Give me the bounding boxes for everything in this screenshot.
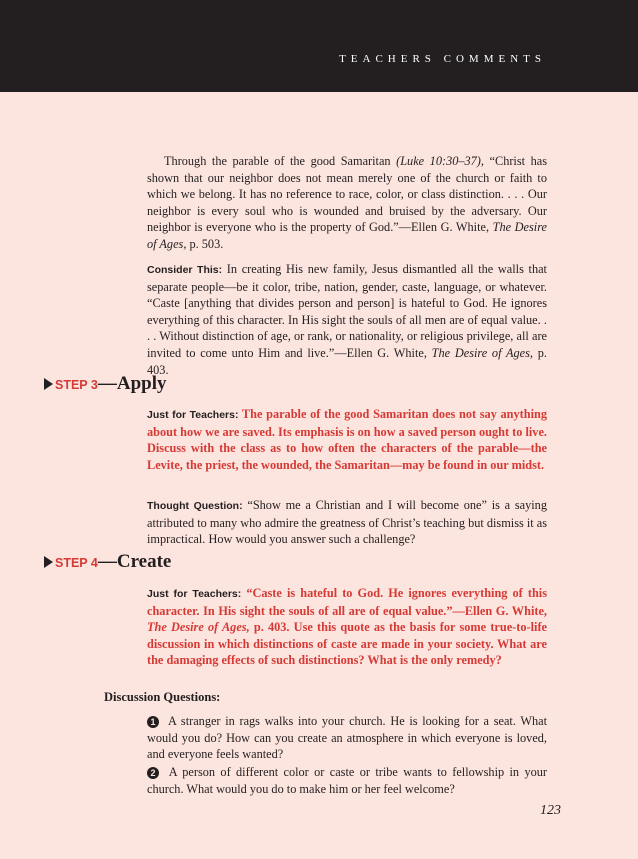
book-title: The Desire of Ages, [431, 345, 534, 360]
text: In creating His new family, Jesus dismantled all the walls that separate people—be it color, tribe, nation, gender, caste, language, or whatever. “Caste [anything that divides person and person] is hateful to God. He ignores everything of this character. In His sight the souls of all men are of equal value. . . . Without distinction of age, or rank, or nationality, or religious privilege, all are invited to come unto Him and live.”—Ellen G. White, [147, 262, 547, 360]
step-title: —Apply [97, 373, 167, 394]
discussion-question-2 [147, 764, 547, 797]
paragraph-consider-this [147, 261, 547, 378]
discussion-question-1 [147, 713, 547, 763]
paragraph-thought-question [147, 497, 547, 548]
discussion-heading: Discussion Questions: [104, 690, 221, 704]
paragraph-teachers-create [147, 585, 547, 669]
text: The parable of the good Samaritan does not say anything about how we are saved. Its emphasis is on how a saved person ought to live. Discuss with the class as to how often the characters of the parable—the Levite, the priest, the wounded, the Samaritan—may be found in our midst. [147, 407, 547, 472]
number-1-icon: 1 [147, 716, 159, 728]
step-title: —Create [97, 551, 172, 572]
lead-just-for-teachers: Just for Teachers: [147, 409, 239, 421]
paragraph-samaritan [147, 153, 547, 253]
running-head: TEACHERS COMMENTS [339, 53, 546, 65]
book-title: The Desire of Ages, [147, 620, 250, 635]
text: p. 403. Use this quote as the basis for some true-to-life discussion in which distinctions of caste are made in your society. What are the damaging effects of such distinctions? What is the only remedy? [147, 620, 547, 668]
text: Through the parable of the good Samaritan [164, 154, 397, 168]
text: A person of different color or caste or tribe wants to fellowship in your church. What would you do to make him or her feel welcome? [147, 765, 547, 796]
lead-thought-question: Thought Question: [147, 500, 243, 512]
step-label: STEP 3 [55, 378, 98, 392]
text: “Show me a Christian and I will become one” is a saying attributed to many who admire the greatness of Christ’s teaching but dismiss it as impractical. How would you answer such a challenge? [147, 498, 547, 547]
text: A stranger in rags walks into your church. He is looking for a seat. What would you do? How can you create an atmosphere in which everyone is loved, and everyone feels wanted? [147, 714, 547, 762]
book-title: The Desire of Ages, [147, 220, 547, 251]
text: “Christ has shown that our neighbor does not mean merely one of the church or faith to which we belong. It has no reference to race, color, or class distinction. . . . Our neighbor is every soul who is wounded and bruised by the adversary. Our neighbor is everyone who is the property of God.”—Ellen G. White, [147, 154, 547, 235]
paragraph-teachers-apply [147, 406, 547, 473]
step-label: STEP 4 [55, 556, 98, 570]
page-number: 123 [540, 803, 561, 818]
step-3-heading [44, 373, 167, 399]
arrow-icon [44, 556, 53, 568]
page-header [0, 0, 638, 92]
text: “Caste is hateful to God. He ignores everything of this character. In His sight the souls of all are of equal value.”—Ellen G. White, [147, 586, 547, 618]
text: p. 403. [147, 345, 547, 377]
step-4-heading [44, 551, 171, 577]
arrow-icon [44, 378, 53, 390]
lead-consider-this: Consider This: [147, 264, 223, 276]
lead-just-for-teachers: Just for Teachers: [147, 588, 242, 600]
number-2-icon: 2 [147, 767, 159, 779]
scripture-reference: (Luke 10:30–37), [396, 154, 484, 168]
text: p. 503. [186, 236, 224, 251]
